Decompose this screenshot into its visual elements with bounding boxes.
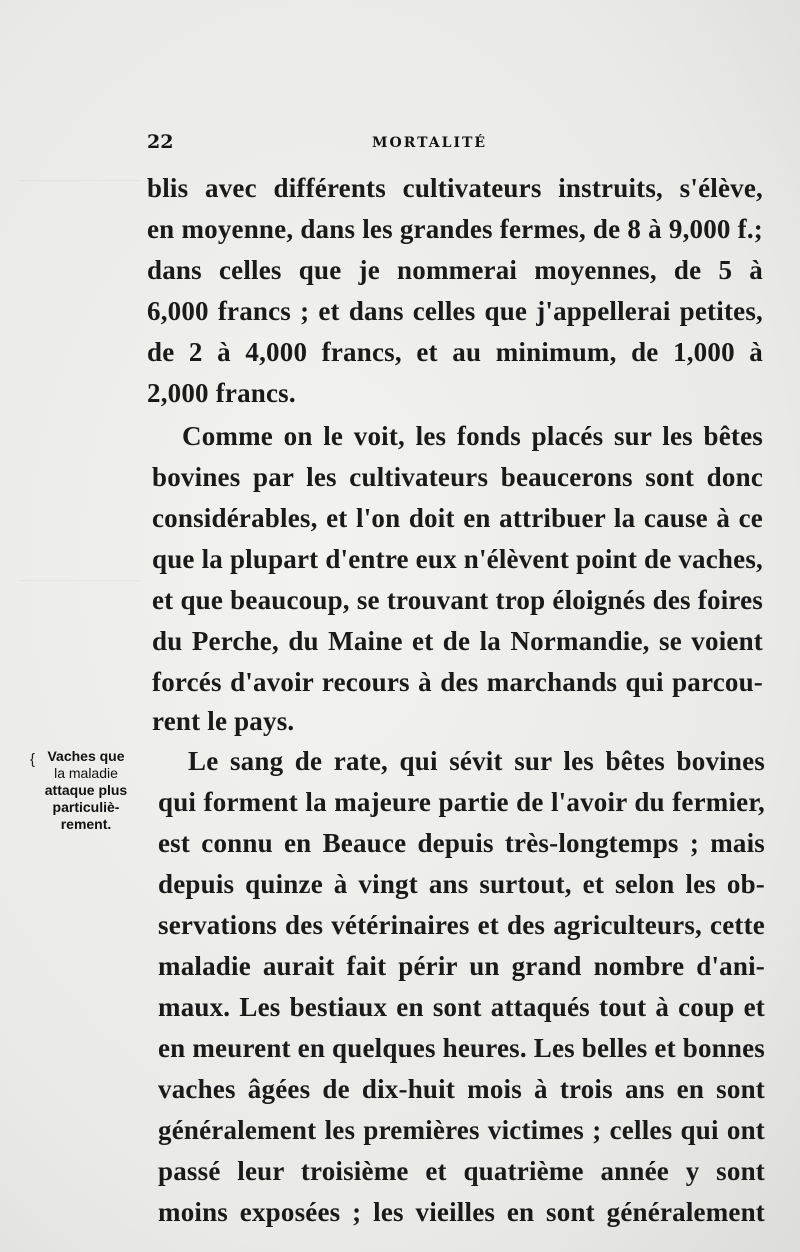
show-through-left-top — [20, 180, 140, 231]
text-line: de 2 à 4,000 francs, et au minimum, de 1,000 à — [147, 337, 763, 367]
margin-note-line: Vaches que — [47, 748, 125, 764]
text-line: est connu en Beauce depuis très-longtemps ; mais — [158, 828, 765, 858]
text-line: Comme on le voit, les fonds placés sur les bêtes — [182, 421, 763, 451]
margin-note-line: la maladie — [54, 765, 118, 781]
text-line: depuis quinze à vingt ans surtout, et selon les ob- — [158, 869, 765, 899]
text-line: 6,000 francs ; et dans celles que j'appellerai petites, — [147, 296, 763, 326]
text-line: bovines par les cultivateurs beaucerons sont donc — [152, 462, 763, 492]
text-line: généralement les premières victimes ; celles qui ont — [158, 1115, 765, 1145]
text-line: en meurent en quelques heures. Les belles et bonnes — [158, 1033, 765, 1063]
text-line: qui forment la majeure partie de l'avoir du fermier, — [158, 787, 765, 817]
text-line: et que beaucoup, se trouvant trop éloignés des foires — [152, 585, 763, 615]
margin-note — [26, 748, 146, 833]
show-through-left-mid — [20, 580, 140, 631]
text-line: forcés d'avoir recours à des marchands qui parcou- — [152, 667, 763, 697]
text-line: 2,000 francs. — [147, 378, 296, 408]
margin-note-bracket: { — [30, 751, 36, 768]
text-line: dans celles que je nommerai moyennes, de 5 à — [147, 255, 763, 285]
text-line: moins exposées ; les vieilles en sont généralement — [158, 1197, 765, 1227]
text-line: considérables, et l'on doit en attribuer la cause à ce — [152, 503, 763, 533]
page-number: 22 — [147, 131, 174, 153]
text-line: en moyenne, dans les grandes fermes, de 8 à 9,000 f.; — [147, 214, 763, 244]
text-line: passé leur troisième et quatrième année y sont — [158, 1156, 765, 1186]
running-head: MORTALITÉ — [372, 135, 488, 151]
margin-note-line: particuliè- — [52, 799, 120, 815]
text-line: blis avec différents cultivateurs instruits, s'élève, — [147, 173, 763, 203]
text-line: maux. Les bestiaux en sont attaqués tout à coup et — [158, 992, 765, 1022]
text-line: maladie aurait fait périr un grand nombre d'ani- — [158, 951, 765, 981]
text-line: rent le pays. — [152, 706, 295, 736]
margin-note-line: rement. — [60, 816, 112, 832]
text-line: servations des vétérinaires et des agriculteurs, cette — [158, 910, 765, 940]
text-line: Le sang de rate, qui sévit sur les bêtes bovines — [188, 746, 765, 776]
text-line: du Perche, du Maine et de la Normandie, se voient — [152, 626, 763, 656]
text-line: que la plupart d'entre eux n'élèvent point de vaches, — [152, 544, 763, 574]
text-line: vaches âgées de dix-huit mois à trois ans en sont — [158, 1074, 765, 1104]
margin-note-line: attaque plus — [44, 782, 128, 798]
